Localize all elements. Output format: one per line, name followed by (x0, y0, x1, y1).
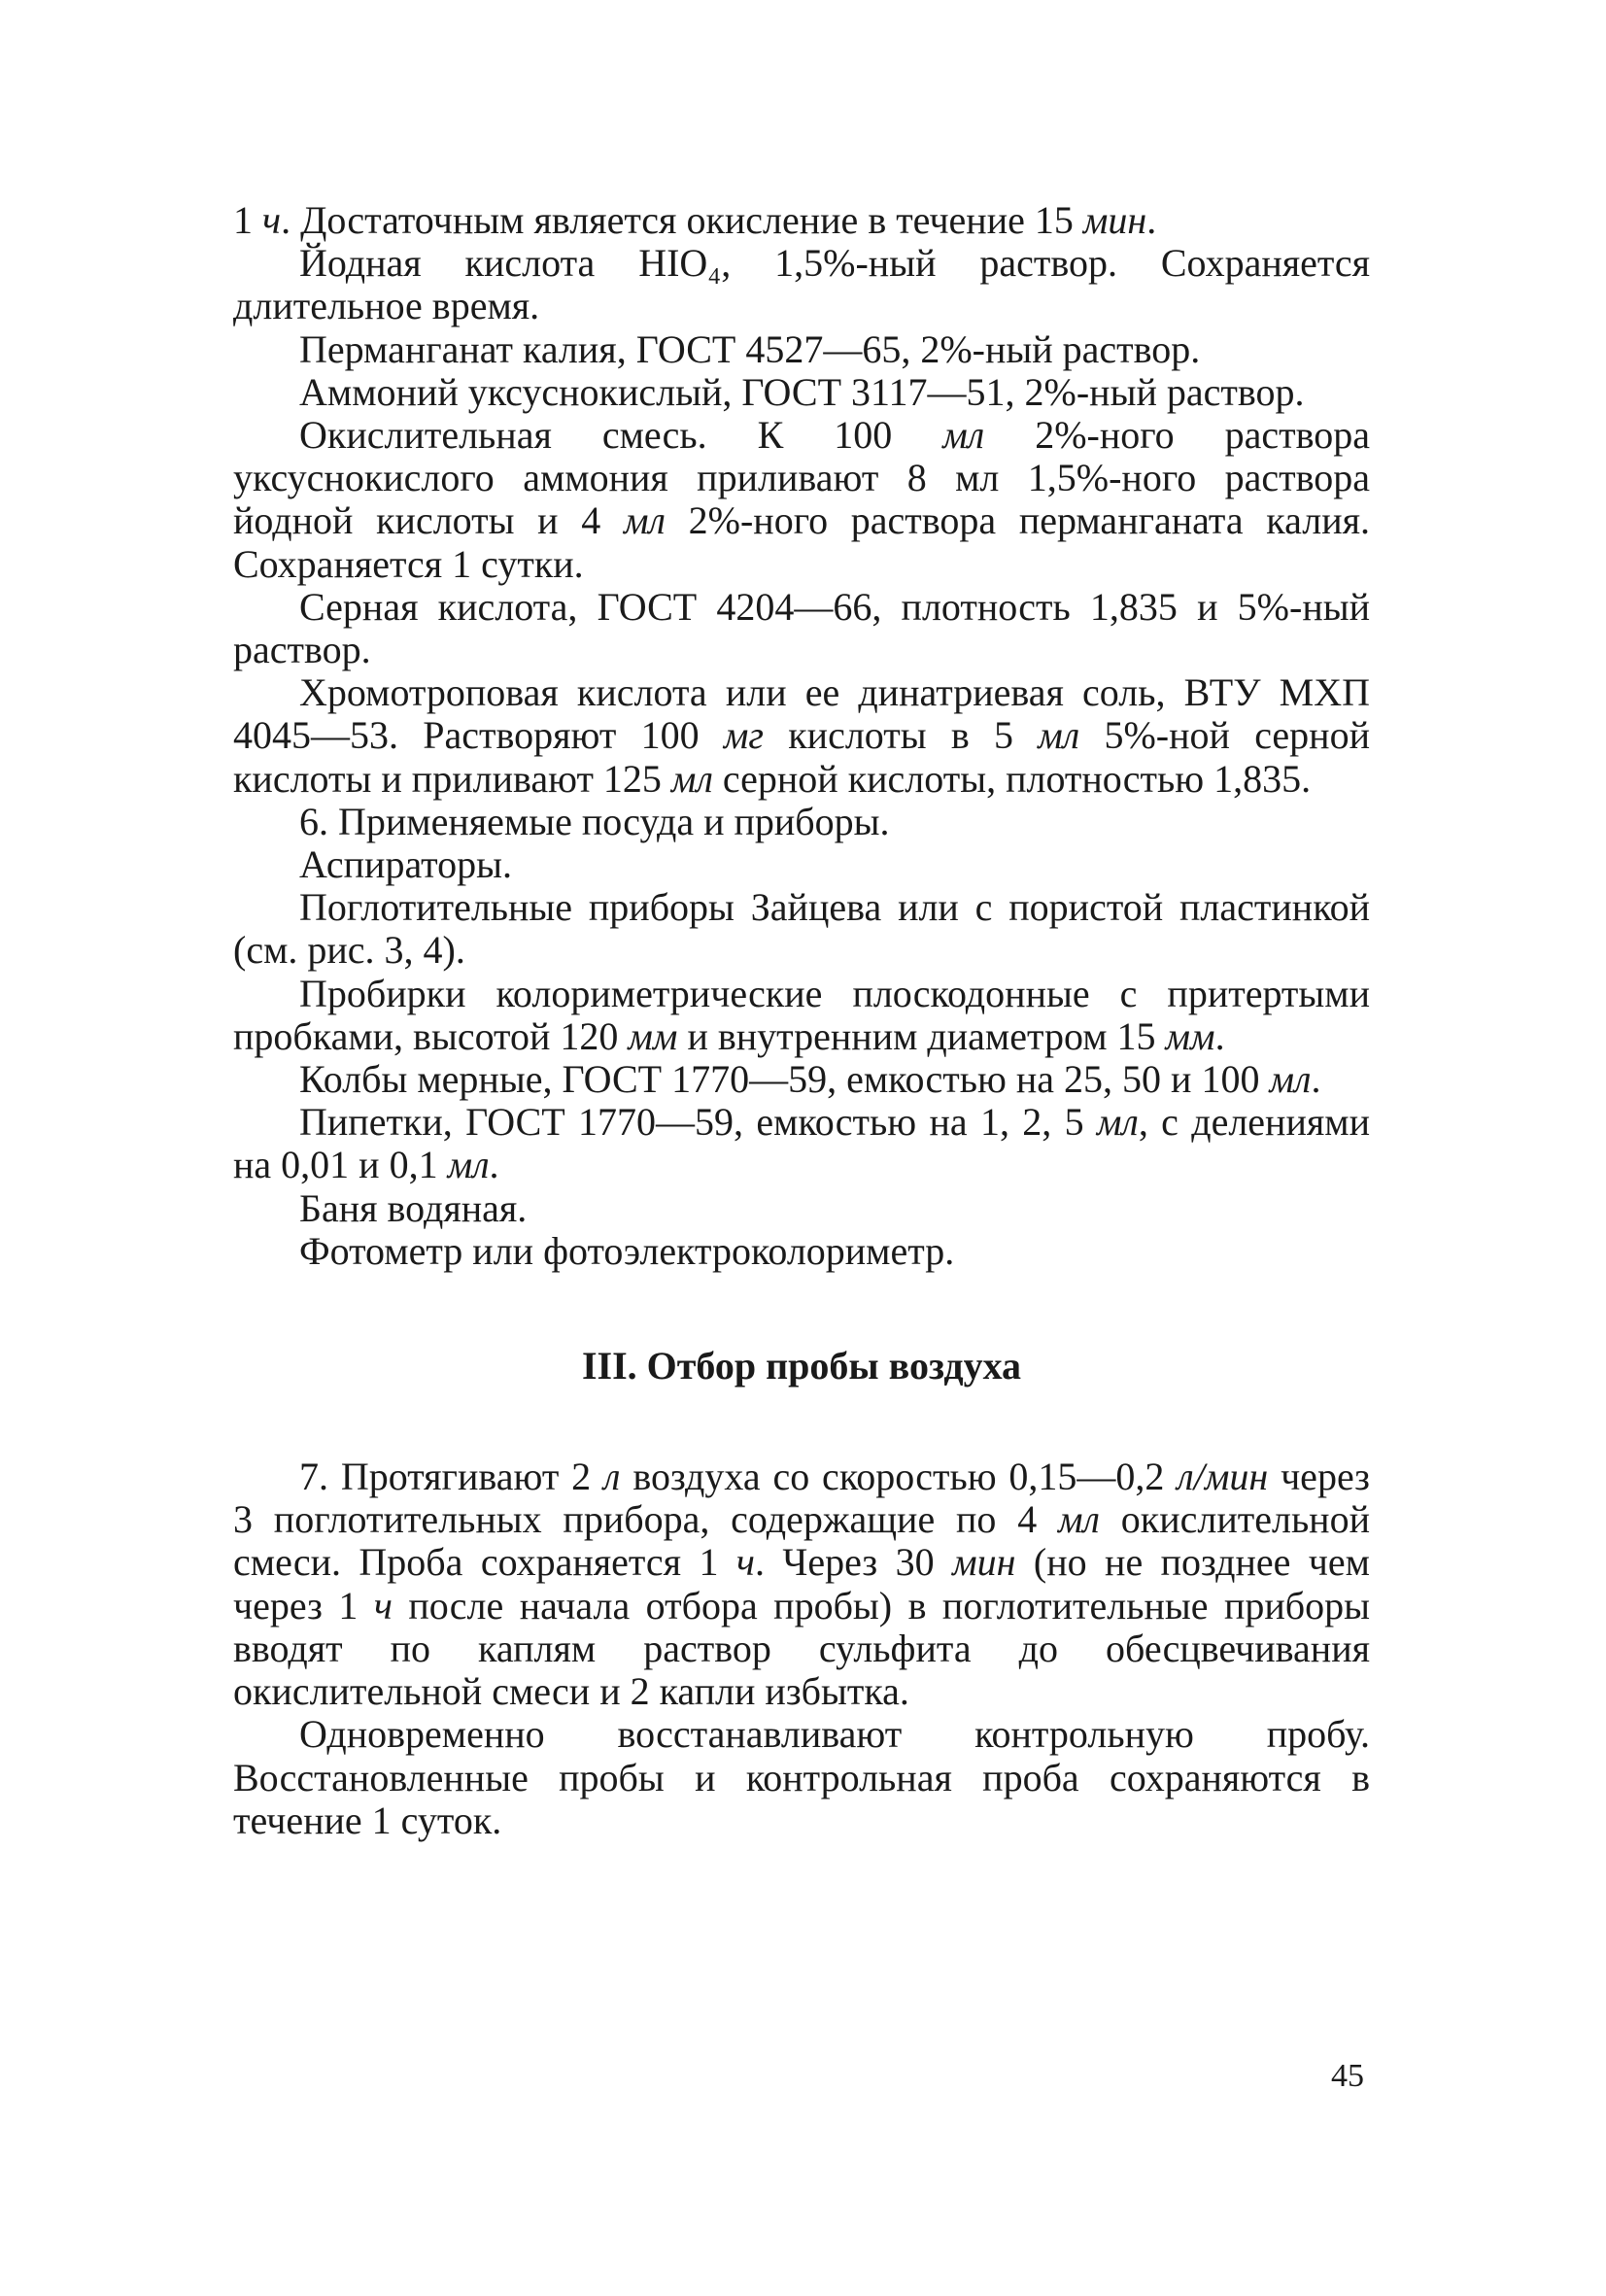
paragraph-oxidizing-mixture: Окислительная смесь. К 100 мл 2%-ного раствора уксуснокислого аммония приливают 8 мл 1,5%-ного раствора йодной кислоты и 4 мл 2%-ного раствора перманганата калия. Сохраняется 1 сутки. (233, 413, 1371, 586)
paragraph-test-tubes: Пробирки колориметрические плоскодонные с притертыми пробками, высотой 120 мм и внутренним диаметром 15 мм. (233, 971, 1370, 1058)
paragraph-chromotropic-acid: Хромотроповая кислота или ее динатриевая соль, ВТУ МХП 4045—53. Растворяют 100 мг кислоты в 5 мл 5%-ной серной кислоты и приливают 125 мл серной кислоты, плотностью 1,835. (233, 670, 1370, 801)
paragraph-volumetric-flasks: Колбы мерные, ГОСТ 1770—59, емкостью на 25, 50 и 100 мл. (299, 1057, 1321, 1102)
paragraph-photometer: Фотометр или фотоэлектроколориметр. (299, 1228, 955, 1273)
paragraph-absorption-devices: Поглотительные приборы Зайцева или с пористой пластинкой (см. рис. 3, 4). (233, 885, 1370, 973)
paragraph-potassium-permanganate: Перманганат калия, ГОСТ 4527—65, 2%-ный раствор. (299, 326, 1201, 371)
section-heading: III. Отбор пробы воздуха (581, 1344, 1022, 1388)
paragraph-water-bath: Баня водяная. (299, 1185, 528, 1230)
paragraph-ammonium-acetate: Аммоний уксуснокислый, ГОСТ 3117—51, 2%-ный раствор. (299, 369, 1305, 414)
page-body (233, 199, 1370, 1842)
paragraph-equipment-section: 6. Применяемые посуда и приборы. (299, 799, 890, 843)
paragraph-aspirators: Аспираторы. (299, 842, 513, 887)
page-number: 45 (1331, 2058, 1364, 2094)
spacer (233, 1388, 1370, 1456)
paragraph-oxidation-time: 1 ч. Достаточным является окисление в течение 15 мин. (233, 198, 1157, 242)
paragraph-sulfuric-acid: Серная кислота, ГОСТ 4204—66, плотность 1,835 и 5%-ный раствор. (233, 584, 1370, 672)
paragraph-control-sample: Одновременно восстанавливают контрольную пробу. Восстановленные пробы и контрольная проба сохраняются в течение 1 суток. (233, 1712, 1370, 1842)
paragraph-air-sampling: 7. Протягивают 2 л воздуха со скоростью 0,15—0,2 л/мин через 3 поглотительных прибора, содержащие по 4 мл окислительной смеси. Проба сохраняется 1 ч. Через 30 мин (но не позднее чем через 1 ч после начала отбора пробы) в поглотительные приборы вводят по каплям раствор сульфита до обесцвечивания окислительной смеси и 2 капли избытка. (233, 1455, 1370, 1714)
spacer (233, 1273, 1370, 1345)
paragraph-pipettes: Пипетки, ГОСТ 1770—59, емкостью на 1, 2, 5 мл, с делениями на 0,01 и 0,1 мл. (233, 1100, 1370, 1187)
paragraph-iodic-acid: Йодная кислота HIO₄, 1,5%-ный раствор. Сохраняется длительное время. (233, 241, 1370, 328)
